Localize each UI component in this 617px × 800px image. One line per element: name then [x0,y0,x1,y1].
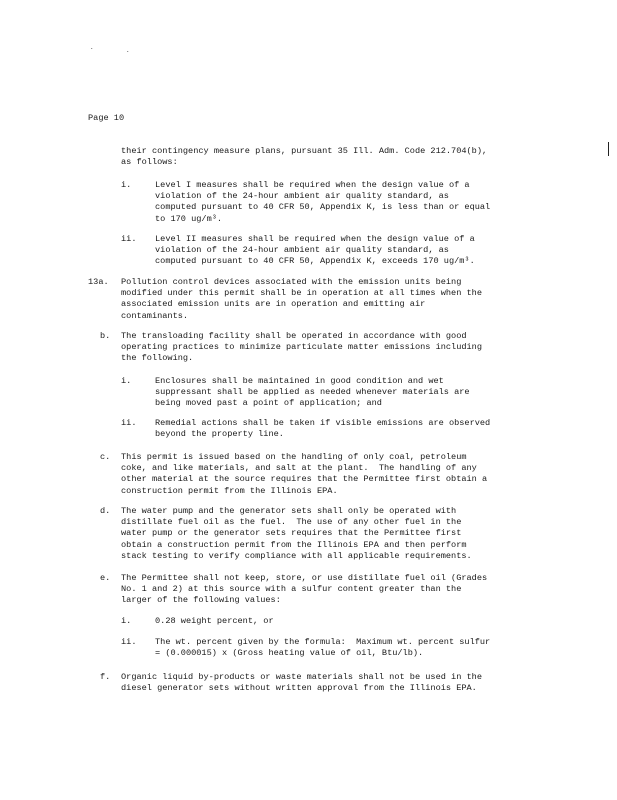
sub-item-text: Enclosures shall be maintained in good condition and wet suppressant shall be applied as needed whenever materials are being moved past a point of application; and [155,376,470,409]
condition-text: The Permittee shall not keep, store, or use distillate fuel oil (Grades No. 1 and 2) at this source with a sulfur content greater than the larger of the following values: [121,573,488,606]
intro-item-marker: ii. [121,234,137,244]
intro-item-text: Level I measures shall be required when the design value of a violation of the 24-hour ambient air quality standard, as computed pursuant to 40 CFR 50, Appendix K, is less than or equal to 170 ug/m³. [155,180,491,224]
condition-text: The transloading facility shall be operated in accordance with good operating practices to minimize particulate matter emissions including the following. [121,331,482,364]
intro-item-text: Level II measures shall be required when the design value of a violation of the 24-hour ambient air quality standard, as computed pursuant to 40 CFR 50, Appendix K, exceeds 170 ug/m³. [155,234,475,267]
sub-item-text: Remedial actions shall be taken if visible emissions are observed beyond the property line. [155,418,491,440]
condition-marker: c. [100,452,111,462]
condition-marker: e. [100,573,111,583]
condition-text: Organic liquid by-products or waste materials shall not be used in the diesel generator sets without written approval from the Illinois EPA. [121,672,482,694]
scan-speck-left: . [90,44,94,51]
page-number: Page 10 [88,113,125,123]
condition-text: Pollution control devices associated with the emission units being modified under this permit shall be in operation at all times when the associated emission units are in operation and emitting air contaminants. [121,277,482,321]
condition-marker: b. [100,331,111,341]
condition-text: The water pump and the generator sets shall only be operated with distillate fuel oil as the fuel. The use of any other fuel in the water pump or the generator sets requires that the Permittee first obtain a construction permit from the Illinois EPA and then perform stack testing to verify compliance with all applicable requirements. [121,506,472,561]
scan-speck-right: . [126,47,130,54]
condition-marker: 13a. [88,277,109,287]
condition-marker: d. [100,506,111,516]
sub-item-marker: ii. [121,637,137,647]
intro-paragraph: their contingency measure plans, pursuant 35 Ill. Adm. Code 212.704(b), as follows: [121,146,488,168]
intro-item-marker: i. [121,180,132,190]
sub-item-marker: ii. [121,418,137,428]
revision-bar [608,142,609,156]
sub-item-text: The wt. percent given by the formula: Maximum wt. percent sulfur = (0.000015) x (Gross heating value of oil, Btu/lb). [155,637,491,659]
condition-text: This permit is issued based on the handling of only coal, petroleum coke, and like materials, and salt at the plant. The handling of any other material at the source requires that the Permittee first obtain a construction permit from the Illinois EPA. [121,452,488,496]
sub-item-marker: i. [121,616,132,626]
sub-item-text: 0.28 weight percent, or [155,616,274,626]
condition-marker: f. [100,672,111,682]
sub-item-marker: i. [121,376,132,386]
